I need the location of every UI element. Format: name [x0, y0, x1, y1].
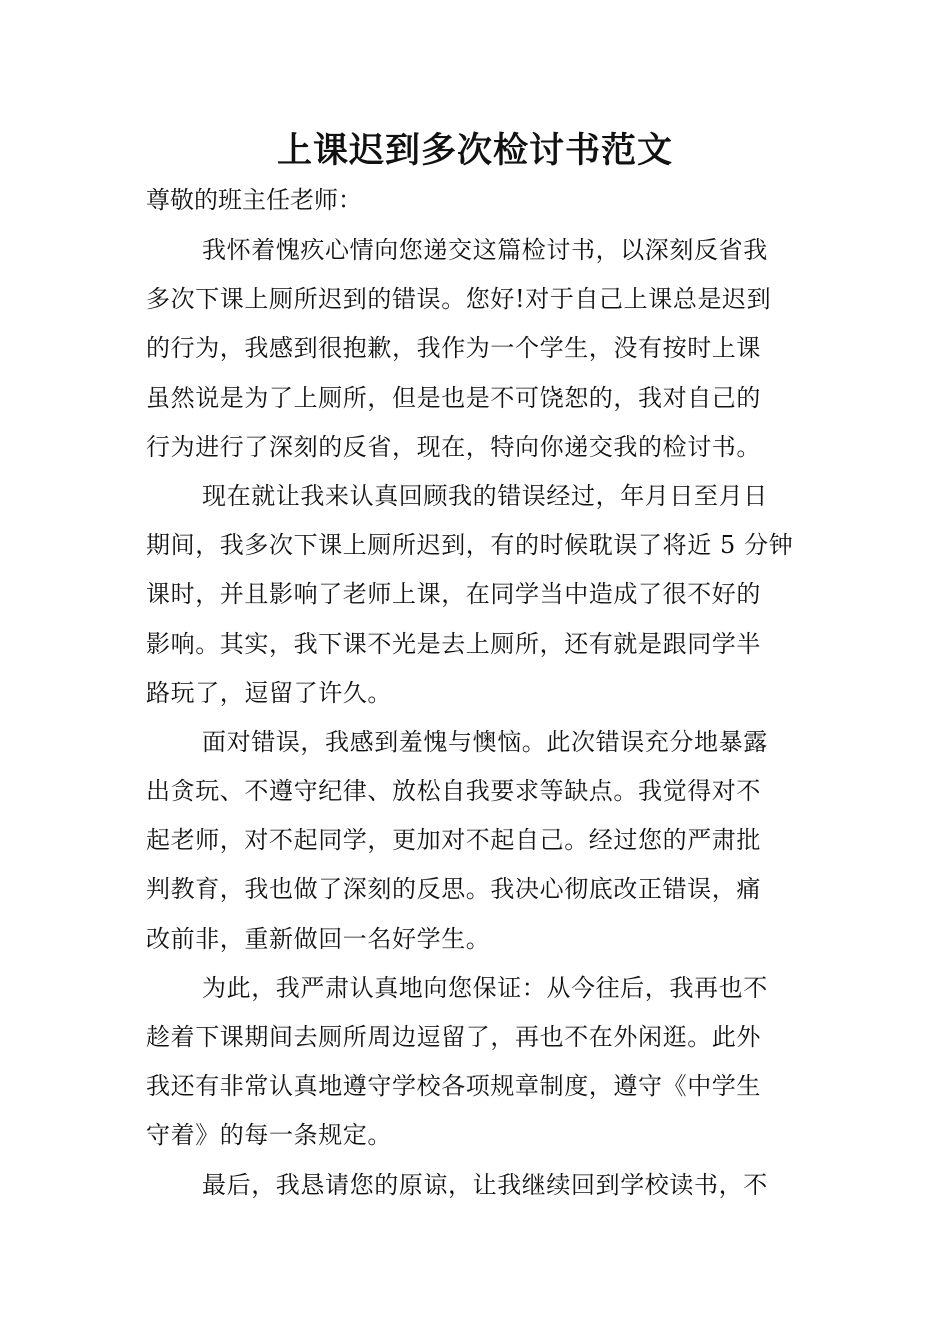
text-line: 判教育，我也做了深刻的反思。我决心彻底改正错误，痛 [146, 875, 761, 904]
document-title: 上课迟到多次检讨书范文 [276, 130, 673, 171]
text-line: 路玩了，逗留了许久。 [146, 678, 392, 707]
paragraph [146, 1161, 810, 1210]
text-line: 影响。其实，我下课不光是去上厕所，还有就是跟同学半 [146, 629, 761, 658]
text-line: 最后，我恳请您的原谅，让我继续回到学校读书，不 [202, 1170, 768, 1199]
paragraph [146, 226, 810, 472]
text-line: 现在就让我来认真回顾我的错误经过，年月日至月日 [202, 481, 768, 510]
text-line: 我还有非常认真地遵守学校各项规章制度，遵守《中学生 [146, 1072, 761, 1101]
paragraph [146, 964, 810, 1161]
text-line: 虽然说是为了上厕所，但是也是不可饶恕的，我对自己的 [146, 383, 761, 412]
text-line: 期间，我多次下课上厕所迟到，有的时候耽误了将近 5 分钟 [146, 531, 794, 560]
text-line: 的行为，我感到很抱歉，我作为一个学生，没有按时上课 [146, 334, 761, 363]
text-line: 出贪玩、不遵守纪律、放松自我要求等缺点。我觉得对不 [146, 777, 761, 806]
text-line: 为此，我严肃认真地向您保证：从今往后，我再也不 [202, 973, 768, 1002]
text-line: 趁着下课期间去厕所周边逗留了，再也不在外闲逛。此外 [146, 1023, 761, 1051]
text-line: 课时，并且影响了老师上课，在同学当中造成了很不好的 [146, 580, 761, 609]
text-line: 起老师，对不起同学，更加对不起自己。经过您的严肃批 [146, 826, 761, 855]
document-body [146, 226, 810, 1210]
text-line: 守着》的每一条规定。 [146, 1121, 392, 1150]
text-line: 我怀着愧疚心情向您递交这篇检讨书，以深刻反省我 [202, 236, 768, 264]
salutation: 尊敬的班主任老师： [146, 186, 362, 214]
text-line: 面对错误，我感到羞愧与懊恼。此次错误充分地暴露 [202, 727, 768, 756]
text-line: 多次下课上厕所迟到的错误。您好!对于自己上课总是迟到 [146, 285, 772, 314]
text-line: 行为进行了深刻的反省，现在，特向你递交我的检讨书。 [146, 432, 761, 461]
text-line: 改前非，重新做回一名好学生。 [146, 924, 491, 953]
paragraph [146, 718, 810, 964]
paragraph [146, 472, 810, 718]
